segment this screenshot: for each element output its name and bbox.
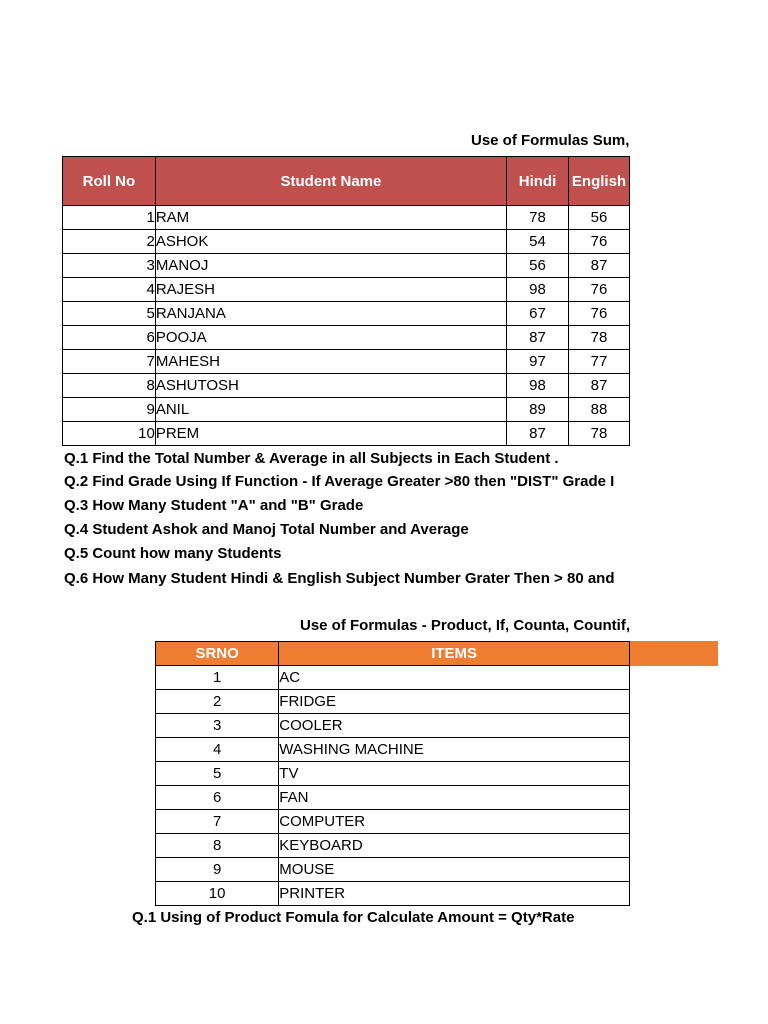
header-student-name: Student Name <box>155 157 506 206</box>
table-row <box>63 326 630 350</box>
roll-cell: 2 <box>63 230 156 254</box>
roll-cell: 5 <box>63 302 156 326</box>
item-cell: WASHING MACHINE <box>279 738 630 762</box>
item-cell: COMPUTER <box>279 810 630 834</box>
table-row <box>63 230 630 254</box>
header-srno: SRNO <box>156 642 279 666</box>
hindi-cell: 87 <box>507 326 569 350</box>
table-row <box>63 422 630 446</box>
table-row <box>63 278 630 302</box>
name-cell: ANIL <box>155 398 506 422</box>
name-cell: RANJANA <box>155 302 506 326</box>
name-cell: MAHESH <box>155 350 506 374</box>
question-6: Q.6 How Many Student Hindi & English Subject Number Grater Then > 80 and <box>64 570 615 587</box>
table-row <box>156 738 630 762</box>
name-cell: PREM <box>155 422 506 446</box>
hindi-cell: 67 <box>507 302 569 326</box>
srno-cell: 10 <box>156 882 279 906</box>
english-cell: 87 <box>568 254 629 278</box>
table-row <box>156 690 630 714</box>
item-cell: FAN <box>279 786 630 810</box>
table-row <box>63 206 630 230</box>
section1-title: Use of Formulas Sum, <box>471 132 630 149</box>
table-row <box>156 714 630 738</box>
english-cell: 88 <box>568 398 629 422</box>
name-cell: MANOJ <box>155 254 506 278</box>
roll-cell: 4 <box>63 278 156 302</box>
header-hindi: Hindi <box>507 157 569 206</box>
item-cell: AC <box>279 666 630 690</box>
table-row <box>156 858 630 882</box>
header-roll-no: Roll No <box>63 157 156 206</box>
section2-title: Use of Formulas - Product, If, Counta, Countif, <box>300 617 630 634</box>
items-table <box>155 641 630 906</box>
english-cell: 76 <box>568 230 629 254</box>
english-cell: 77 <box>568 350 629 374</box>
students-table <box>62 156 630 446</box>
english-cell: 78 <box>568 326 629 350</box>
table-row <box>63 374 630 398</box>
hindi-cell: 56 <box>507 254 569 278</box>
roll-cell: 8 <box>63 374 156 398</box>
question-5: Q.5 Count how many Students <box>64 545 282 562</box>
item-cell: PRINTER <box>279 882 630 906</box>
hindi-cell: 98 <box>507 278 569 302</box>
students-header-row <box>63 157 630 206</box>
question-2: Q.2 Find Grade Using If Function - If Average Greater >80 then "DIST" Grade I <box>64 473 615 490</box>
table-row <box>63 302 630 326</box>
question-3: Q.3 How Many Student "A" and "B" Grade <box>64 497 364 514</box>
srno-cell: 2 <box>156 690 279 714</box>
roll-cell: 10 <box>63 422 156 446</box>
table-row <box>156 810 630 834</box>
srno-cell: 6 <box>156 786 279 810</box>
srno-cell: 3 <box>156 714 279 738</box>
table-row <box>156 762 630 786</box>
question-1: Q.1 Find the Total Number & Average in all Subjects in Each Student . <box>64 450 559 467</box>
header-items: ITEMS <box>279 642 630 666</box>
name-cell: ASHUTOSH <box>155 374 506 398</box>
english-cell: 78 <box>568 422 629 446</box>
hindi-cell: 54 <box>507 230 569 254</box>
roll-cell: 1 <box>63 206 156 230</box>
hindi-cell: 89 <box>507 398 569 422</box>
roll-cell: 7 <box>63 350 156 374</box>
english-cell: 56 <box>568 206 629 230</box>
item-cell: TV <box>279 762 630 786</box>
table-row <box>63 398 630 422</box>
name-cell: ASHOK <box>155 230 506 254</box>
items-header-row <box>156 642 630 666</box>
item-cell: KEYBOARD <box>279 834 630 858</box>
name-cell: RAJESH <box>155 278 506 302</box>
srno-cell: 9 <box>156 858 279 882</box>
srno-cell: 1 <box>156 666 279 690</box>
items-header-band <box>630 641 718 666</box>
english-cell: 87 <box>568 374 629 398</box>
srno-cell: 8 <box>156 834 279 858</box>
srno-cell: 5 <box>156 762 279 786</box>
hindi-cell: 98 <box>507 374 569 398</box>
section2-question-1: Q.1 Using of Product Fomula for Calculate Amount = Qty*Rate <box>132 909 575 926</box>
hindi-cell: 97 <box>507 350 569 374</box>
hindi-cell: 87 <box>507 422 569 446</box>
table-row <box>63 254 630 278</box>
table-row <box>156 882 630 906</box>
roll-cell: 3 <box>63 254 156 278</box>
english-cell: 76 <box>568 278 629 302</box>
roll-cell: 6 <box>63 326 156 350</box>
roll-cell: 9 <box>63 398 156 422</box>
header-english: English <box>568 157 629 206</box>
hindi-cell: 78 <box>507 206 569 230</box>
table-row <box>156 786 630 810</box>
name-cell: POOJA <box>155 326 506 350</box>
table-row <box>156 666 630 690</box>
table-row <box>63 350 630 374</box>
english-cell: 76 <box>568 302 629 326</box>
name-cell: RAM <box>155 206 506 230</box>
question-4: Q.4 Student Ashok and Manoj Total Number and Average <box>64 521 469 538</box>
item-cell: COOLER <box>279 714 630 738</box>
item-cell: MOUSE <box>279 858 630 882</box>
srno-cell: 4 <box>156 738 279 762</box>
item-cell: FRIDGE <box>279 690 630 714</box>
srno-cell: 7 <box>156 810 279 834</box>
table-row <box>156 834 630 858</box>
